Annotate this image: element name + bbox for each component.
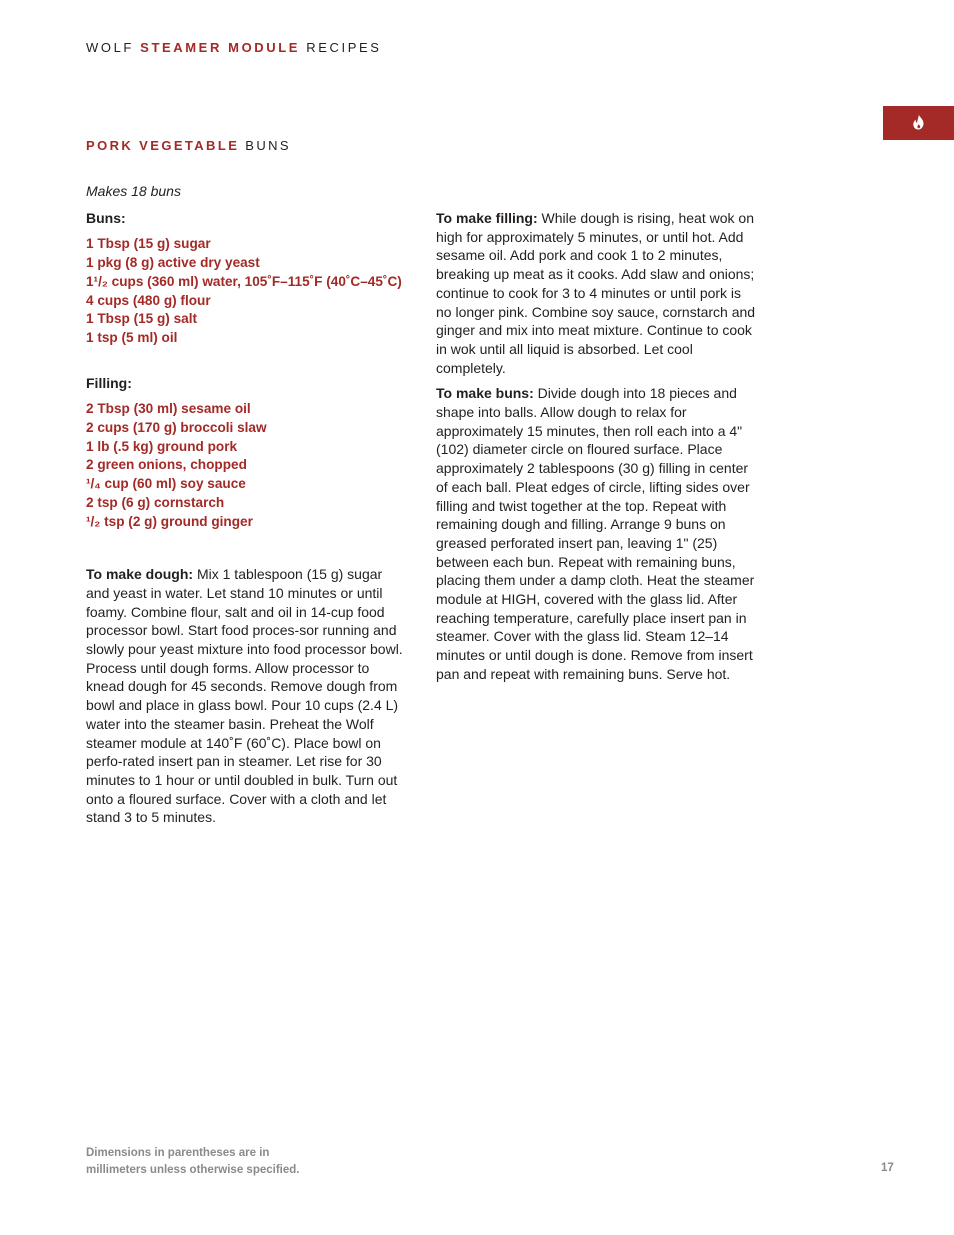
dough-text: Mix 1 tablespoon (15 g) sugar and yeast in water. Let stand 10 minutes or until foamy. Combine flour, salt and oil in 14-cup food processor bowl. Start food proces-sor running and slowly pour yeast mixture into food processor bowl. Process until dough forms. Allow processor to knead dough for 45 seconds. Remove dough from bowl and place in glass bowl. Pour 10 cups (2.4 L) water into the steamer basin. Preheat the Wolf steamer module at 140˚F (60˚C). Place bowl on perfo-rated insert pan in steamer. Let rise for 30 minutes to 1 hour or until doubled in bulk. Turn out onto a floured surface. Cover with a cloth and let stand 3 to 5 minutes. (86, 566, 403, 826)
filling-ingredient-list (86, 400, 408, 531)
ingredient-item: 2 green onions, chopped (86, 457, 247, 473)
flame-icon (912, 114, 925, 130)
ingredient-item: 2 tsp (6 g) cornstarch (86, 494, 225, 510)
buns-text: Divide dough into 18 pieces and shape into balls. Allow dough to relax for approximately 15 minutes, then roll each into a 4" (102) diameter circle on floured surface. Place approximately 2 tablespoons (30 g) filling in center of each ball. Pleat edges of circle, lifting sides over filling and twist together at the top. Repeat with remaining dough and filling. Arrange 9 buns on greased perforated insert pan, leaving 1" (25) between each bun. Repeat with remaining buns, placing them under a damp cloth. Heat the steamer module at HIGH, covered with the glass lid. After reaching temperature, carefully place insert pan in steamer. Cover with the glass lid. Steam 12–14 minutes or until dough is done. Remove from insert pan and repeat with remaining buns. Serve hot. (436, 385, 755, 682)
running-header (86, 40, 382, 55)
dough-heading: To make dough: (86, 566, 194, 583)
ingredient-item: 1 pkg (8 g) active dry yeast (86, 255, 260, 271)
dough-instructions (86, 565, 408, 827)
header-module: STEAMER MODULE (140, 40, 301, 55)
ingredient-item: 4 cups (480 g) flour (86, 292, 211, 308)
header-brand: WOLF (86, 40, 134, 55)
recipe-title-accent: PORK VEGETABLE (86, 138, 240, 153)
ingredient-item: 1 tsp (5 ml) oil (86, 329, 178, 345)
section-tab (883, 106, 954, 140)
ingredient-item: 1 Tbsp (15 g) sugar (86, 236, 211, 252)
ingredient-item: 1 Tbsp (15 g) salt (86, 311, 198, 327)
page-number: 17 (881, 1162, 894, 1174)
yield-text: Makes 18 buns (86, 183, 181, 199)
buns-label: Buns: (86, 209, 126, 226)
ingredient-item: ¹/₂ tsp (2 g) ground ginger (86, 513, 253, 529)
recipe-title (86, 138, 291, 153)
ingredient-item: 2 Tbsp (30 ml) sesame oil (86, 401, 251, 417)
recipe-title-rest: BUNS (245, 138, 291, 153)
ingredient-item: 2 cups (170 g) broccoli slaw (86, 420, 267, 436)
filling-instructions (436, 209, 758, 377)
buns-heading: To make buns: (436, 385, 534, 402)
filling-heading: To make filling: (436, 210, 538, 226)
filling-text: While dough is rising, heat wok on high for approximately 5 minutes, or until hot. Add sesame oil. Add pork and cook 1 to 2 minutes, breaking up meat as it cooks. Add slaw and onions; continue to cook for 3 to 4 minutes or until pork is no longer pink. Combine soy sauce, cornstarch and ginger and mix into meat mixture. Continue to cook in wok until all liquid is absorbed. Let cool completely. (436, 210, 756, 376)
filling-label: Filling: (86, 374, 132, 391)
buns-ingredient-list (86, 235, 408, 347)
right-column (436, 209, 758, 691)
footer-note-line: Dimensions in parentheses are in (86, 1147, 270, 1159)
header-section: RECIPES (306, 40, 382, 55)
ingredient-item: 1¹/₂ cups (360 ml) water, 105˚F–115˚F (40˚C–45˚C) (86, 273, 402, 289)
footer-note-line: millimeters unless otherwise specified. (86, 1164, 300, 1176)
buns-instructions (436, 384, 758, 683)
ingredient-item: ¹/₄ cup (60 ml) soy sauce (86, 476, 246, 492)
left-column (86, 182, 408, 834)
footer-note (86, 1145, 299, 1179)
ingredient-item: 1 lb (.5 kg) ground pork (86, 438, 238, 454)
